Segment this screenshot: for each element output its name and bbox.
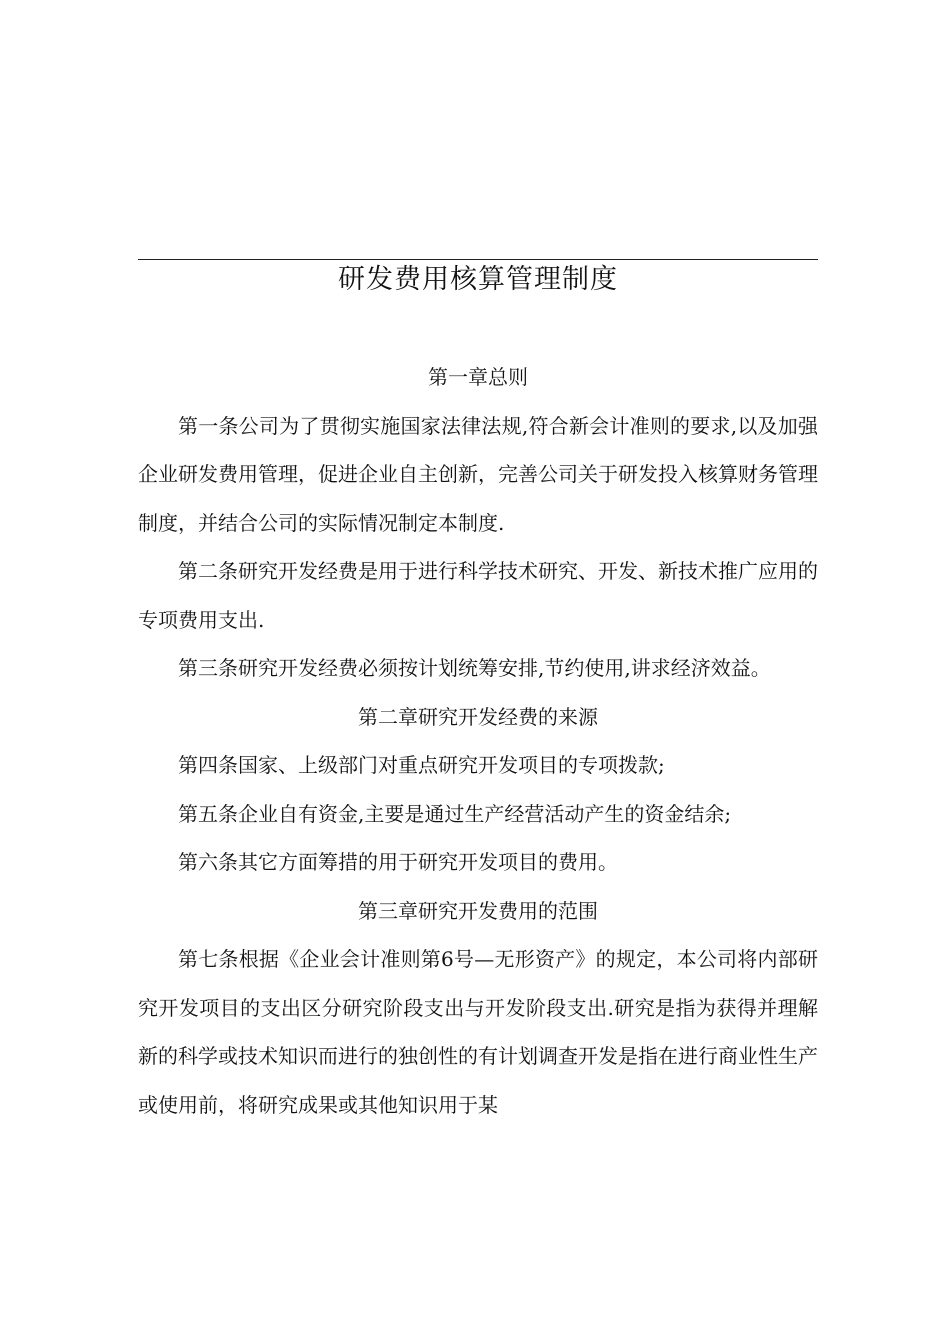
article-paragraph: 第三条研究开发经费必须按计划统筹安排,节约使用,讲求经济效益。 [178,656,771,680]
chapter-heading: 第一章总则 [428,365,528,389]
chapter-heading: 第二章研究开发经费的来源 [358,704,598,729]
chapter-heading: 第三章研究开发费用的范围 [358,898,598,923]
document-title: 研发费用核算管理制度 [338,264,618,295]
document-body [138,353,818,1129]
article-paragraph: 第四条国家、上级部门对重点研究开发项目的专项拨款; [178,753,665,777]
article-paragraph: 第五条企业自有资金,主要是通过生产经营活动产生的资金结余; [178,801,732,826]
article-paragraph: 第六条其它方面筹措的用于研究开发项目的费用。 [178,850,618,874]
article-paragraph: 第一条公司为了贯彻实施国家法律法规,符合新会计准则的要求,以及加强企业研发费用管理，促进企业自主创新，完善公司关于研发投入核算财务管理制度，并结合公司的实际情况制定本制度. [138,413,818,535]
article-paragraph: 第七条根据《企业会计准则第6号—无形资产》的规定，本公司将内部研究开发项目的支出区分研究阶段支出与开发阶段支出.研究是指为获得并理解新的科学或技术知识而进行的独创性的有计划调查开发是指在进行商业性生产或使用前，将研究成果或其他知识用于某 [138,947,818,1117]
article-paragraph: 第二条研究开发经费是用于进行科学技术研究、开发、新技术推广应用的专项费用支出. [138,559,818,632]
